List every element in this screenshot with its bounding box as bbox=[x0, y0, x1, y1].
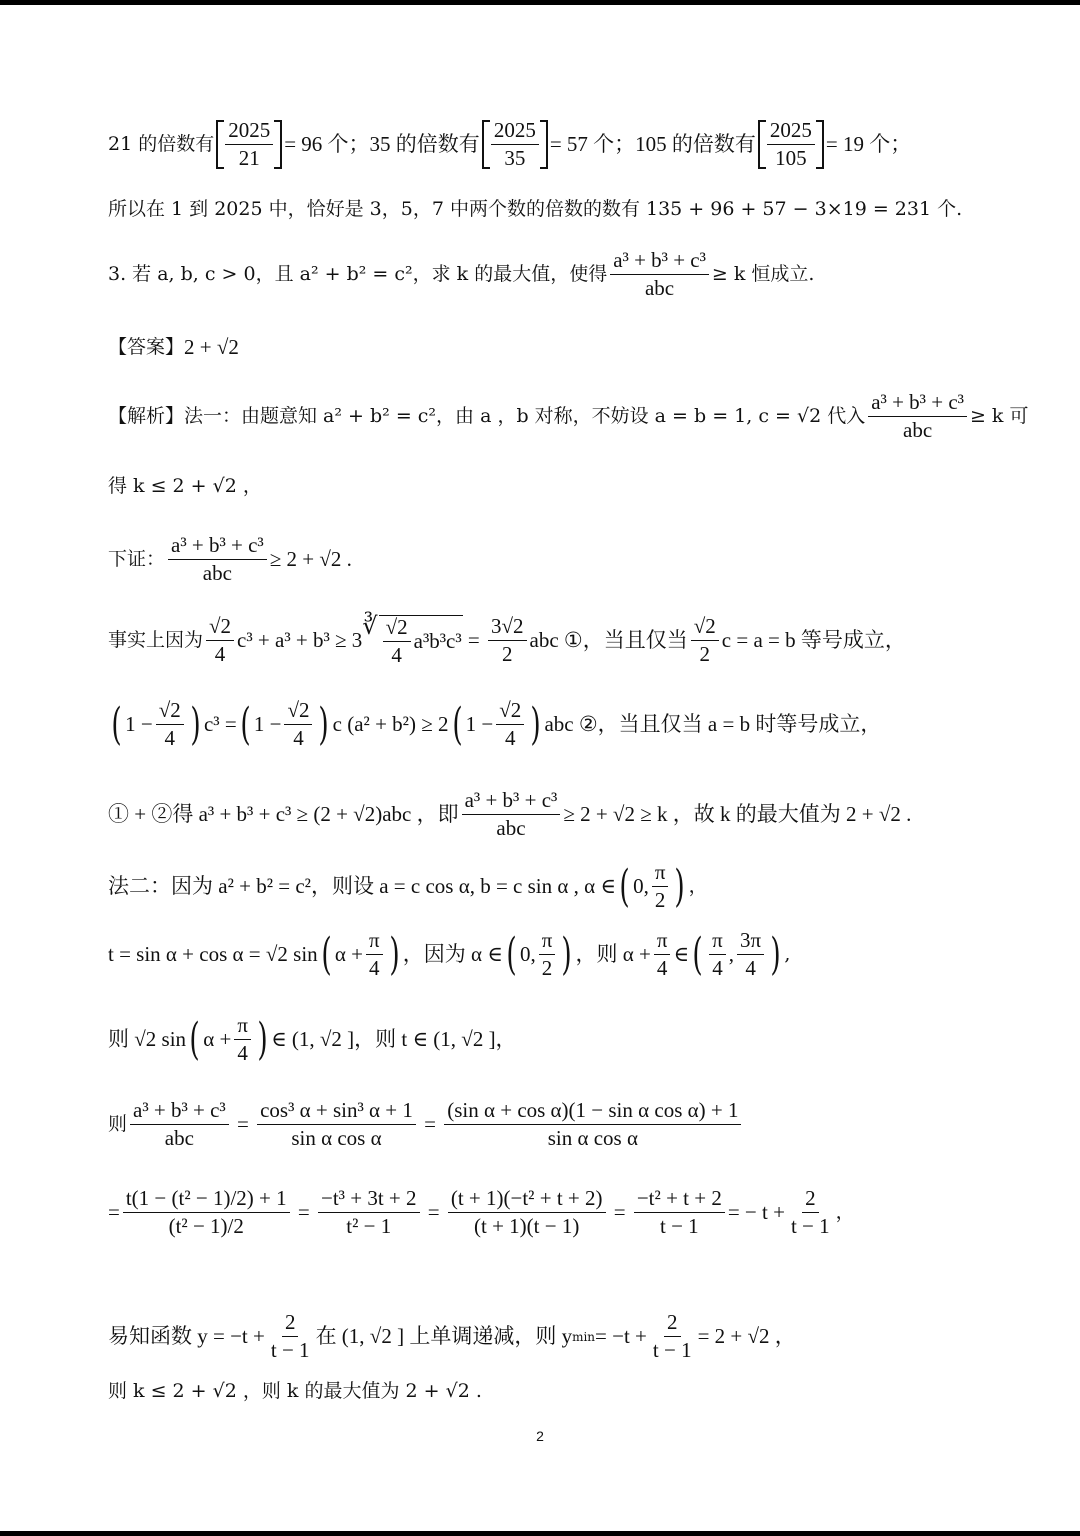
denominator: 2 bbox=[654, 888, 666, 912]
denominator: t² − 1 bbox=[346, 1214, 392, 1238]
text: 1 − bbox=[125, 712, 153, 736]
line-sum bbox=[108, 790, 1040, 839]
radicand-text: a³b³c³ bbox=[413, 629, 462, 653]
denominator: 4 bbox=[214, 642, 226, 666]
denominator: t − 1 bbox=[790, 1214, 830, 1238]
text: 21 的倍数有 bbox=[108, 133, 215, 155]
numerator: √2 bbox=[496, 700, 524, 725]
numerator: √2 bbox=[156, 700, 184, 725]
fraction bbox=[488, 616, 527, 665]
text: 得 k ≤ 2 + √2 ， bbox=[108, 475, 262, 497]
fraction bbox=[257, 1100, 416, 1149]
fraction bbox=[788, 1188, 833, 1237]
text: ， bbox=[688, 875, 708, 897]
fraction bbox=[737, 930, 764, 979]
left-paren: ( bbox=[506, 928, 517, 980]
equals-sign: = bbox=[108, 1200, 120, 1224]
floor-bracket bbox=[758, 120, 824, 169]
text: = 19 个； bbox=[825, 132, 912, 156]
text: ，则 α + bbox=[575, 942, 651, 966]
right-paren: ) bbox=[674, 860, 686, 912]
numerator: √2 bbox=[206, 616, 234, 641]
numerator: a³ + b³ + c³ bbox=[610, 250, 709, 275]
denominator: 4 bbox=[293, 726, 304, 750]
denominator: sin α cos α bbox=[291, 1126, 382, 1150]
left-paren: ( bbox=[111, 698, 122, 750]
fraction bbox=[634, 1188, 725, 1237]
denominator: 2 bbox=[541, 956, 553, 980]
fraction bbox=[650, 1312, 695, 1361]
line-t-definition bbox=[108, 930, 1040, 979]
left-paren: ( bbox=[240, 698, 251, 750]
numerator: 2 bbox=[802, 1188, 819, 1213]
fraction bbox=[284, 700, 312, 749]
text: 事实上因为 bbox=[108, 629, 204, 651]
fraction bbox=[491, 120, 539, 169]
fraction bbox=[123, 1188, 290, 1237]
fraction bbox=[462, 790, 561, 839]
numerator: π bbox=[654, 930, 671, 955]
text: 则 k ≤ 2 + √2 ，则 k 的最大值为 2 + √2 . bbox=[108, 1380, 482, 1402]
fraction bbox=[448, 1188, 606, 1237]
numerator: 2 bbox=[664, 1312, 681, 1337]
text: = 57 个；105 的倍数有 bbox=[549, 132, 756, 156]
comma: , bbox=[728, 942, 735, 966]
fraction bbox=[496, 700, 524, 749]
equals-sign: = bbox=[608, 1200, 631, 1224]
text: 0, bbox=[519, 942, 536, 966]
text: c = a = b 等号成立， bbox=[721, 628, 906, 652]
fraction bbox=[268, 1312, 313, 1361]
fraction bbox=[767, 120, 815, 169]
numerator: π bbox=[366, 930, 383, 955]
bottom-edge-bar bbox=[0, 1531, 1080, 1536]
denominator: 2 bbox=[699, 642, 711, 666]
numerator: −t³ + 3t + 2 bbox=[318, 1188, 420, 1213]
page-number: 2 bbox=[536, 1428, 544, 1444]
fraction bbox=[366, 930, 383, 979]
text: 则 √2 sin bbox=[108, 1027, 187, 1051]
text: t = sin α + cos α = √2 sin bbox=[108, 942, 318, 966]
numerator: (sin α + cos α)(1 − sin α cos α) + 1 bbox=[444, 1100, 741, 1125]
numerator: 3π bbox=[737, 930, 764, 955]
right-paren: ) bbox=[561, 928, 573, 980]
left-paren: ( bbox=[321, 928, 332, 980]
answer-value: 2 + √2 bbox=[184, 335, 239, 359]
text: α + bbox=[203, 1027, 232, 1051]
line-second-inequality bbox=[108, 700, 1040, 749]
denominator: t − 1 bbox=[660, 1214, 699, 1238]
right-paren: ) bbox=[318, 698, 330, 750]
text: c³ + a³ + b³ ≥ 3 bbox=[237, 628, 363, 652]
numerator: π bbox=[709, 930, 726, 955]
line-expression-2 bbox=[108, 1188, 1040, 1237]
line-k-bound bbox=[108, 477, 1040, 496]
line-monotonic bbox=[108, 1312, 1040, 1361]
text: 易知函数 y = −t + bbox=[108, 1324, 265, 1348]
text: abc ①，当且仅当 bbox=[529, 628, 688, 652]
equals-sign: = bbox=[418, 1112, 442, 1136]
numerator: 2 bbox=[282, 1312, 299, 1337]
denominator: abc bbox=[644, 276, 675, 300]
text: ≥ k 可 bbox=[969, 405, 1029, 427]
equals-sign: = bbox=[422, 1200, 445, 1224]
denominator: sin α cos α bbox=[547, 1126, 638, 1150]
numerator: √2 bbox=[383, 617, 411, 642]
text: = 2 + √2 ， bbox=[697, 1324, 796, 1348]
question-lead: 3. 若 a, b, c > 0，且 a² + b² = c²，求 k 的最大值，使得 bbox=[108, 263, 608, 285]
question-3 bbox=[108, 250, 1040, 299]
numerator: −t² + t + 2 bbox=[634, 1188, 725, 1213]
denominator: abc bbox=[496, 816, 526, 840]
fraction bbox=[156, 700, 184, 749]
fraction bbox=[652, 862, 669, 911]
text: 在 (1, √2 ] 上单调递减，则 y bbox=[315, 1324, 573, 1348]
text: 0, bbox=[633, 874, 649, 898]
text: ∈ (1, √2 ]，则 t ∈ (1, √2 ]， bbox=[271, 1027, 517, 1051]
left-paren: ( bbox=[451, 698, 463, 750]
numerator: √2 bbox=[691, 616, 719, 641]
text: = − t + bbox=[727, 1200, 785, 1224]
left-paren: ( bbox=[692, 928, 703, 980]
denominator: 35 bbox=[504, 146, 526, 170]
numerator: t(1 − (t² − 1)/2) + 1 bbox=[123, 1188, 290, 1213]
line-range bbox=[108, 1015, 1040, 1064]
numerator: a³ + b³ + c³ bbox=[462, 790, 561, 815]
fraction bbox=[130, 1100, 229, 1149]
denominator: abc bbox=[903, 418, 933, 442]
denominator: t − 1 bbox=[652, 1338, 692, 1362]
text: , bbox=[784, 943, 791, 965]
numerator: √2 bbox=[284, 700, 312, 725]
numerator: a³ + b³ + c³ bbox=[868, 392, 967, 417]
text: 则 bbox=[108, 1113, 128, 1135]
text: 1 − bbox=[465, 712, 494, 736]
fraction bbox=[234, 1015, 251, 1064]
right-paren: ) bbox=[388, 928, 400, 980]
floor-bracket bbox=[482, 120, 548, 169]
equals-sign: = bbox=[231, 1112, 255, 1136]
fraction bbox=[868, 392, 967, 441]
text: α + bbox=[334, 942, 363, 966]
right-paren: ) bbox=[530, 698, 542, 750]
text: ， bbox=[835, 1201, 855, 1223]
denominator: abc bbox=[164, 1126, 194, 1150]
analysis-label: 【解析】 bbox=[108, 405, 185, 427]
subscript-min: min bbox=[572, 1329, 596, 1344]
text: 所以在 1 到 2025 中，恰好是 3，5，7 中两个数的倍数的数有 135 + 96 + 57 − 3×19 = 231 个. bbox=[108, 198, 963, 220]
text: 1 − bbox=[253, 712, 282, 736]
equals-sign: = bbox=[462, 628, 485, 652]
text: 下证： bbox=[108, 548, 166, 570]
text: = −t + bbox=[595, 1324, 647, 1348]
denominator: 4 bbox=[745, 956, 756, 980]
top-edge-bar bbox=[0, 0, 1080, 5]
fraction bbox=[610, 250, 709, 299]
floor-bracket bbox=[216, 120, 282, 169]
numerator: cos³ α + sin³ α + 1 bbox=[257, 1100, 416, 1125]
numerator: a³ + b³ + c³ bbox=[168, 535, 267, 560]
fraction bbox=[539, 930, 556, 979]
text: abc ②，当且仅当 a = b 时等号成立， bbox=[544, 712, 882, 736]
denominator: t − 1 bbox=[270, 1338, 310, 1362]
denominator: 4 bbox=[391, 643, 402, 667]
fraction bbox=[318, 1188, 420, 1237]
line-conclusion bbox=[108, 1382, 1040, 1401]
answer-line bbox=[108, 337, 1040, 358]
text: ，因为 α ∈ bbox=[402, 942, 503, 966]
numerator: 2025 bbox=[225, 120, 273, 145]
left-paren: ( bbox=[619, 860, 630, 912]
line-am-gm bbox=[108, 615, 1040, 666]
fraction bbox=[444, 1100, 741, 1149]
fraction bbox=[383, 617, 411, 666]
numerator: π bbox=[234, 1015, 251, 1040]
denominator: abc bbox=[202, 561, 232, 585]
radicand bbox=[379, 615, 463, 666]
numerator: (t + 1)(−t² + t + 2) bbox=[448, 1188, 606, 1213]
fraction bbox=[654, 930, 671, 979]
text: ≥ 2 + √2 . bbox=[269, 547, 352, 571]
text: ① + ②得 a³ + b³ + c³ ≥ (2 + √2)abc ，即 bbox=[108, 802, 459, 826]
numerator: π bbox=[652, 862, 669, 887]
denominator: 4 bbox=[237, 1041, 248, 1065]
right-paren: ) bbox=[770, 928, 781, 980]
line-to-prove bbox=[108, 535, 1040, 584]
text: ∈ bbox=[673, 942, 689, 966]
numerator: 2025 bbox=[491, 120, 539, 145]
denominator: (t + 1)(t − 1) bbox=[474, 1214, 580, 1238]
line-multiples bbox=[108, 120, 1040, 169]
numerator: 2025 bbox=[767, 120, 815, 145]
text: 法二：因为 a² + b² = c²，则设 a = c cos α, b = c sin α , α ∈ bbox=[108, 874, 616, 898]
radical-sign-icon: ∛ bbox=[362, 614, 378, 640]
fraction bbox=[709, 930, 726, 979]
right-paren: ) bbox=[190, 698, 201, 750]
denominator: 4 bbox=[368, 956, 380, 980]
denominator: 4 bbox=[712, 956, 723, 980]
fraction bbox=[168, 535, 267, 584]
fraction bbox=[206, 616, 234, 665]
text: ≥ 2 + √2 ≥ k ，故 k 的最大值为 2 + √2 . bbox=[563, 802, 912, 826]
fraction bbox=[691, 616, 719, 665]
question-tail: ≥ k 恒成立. bbox=[711, 263, 815, 285]
numerator: 3√2 bbox=[488, 616, 527, 641]
text: = 96 个；35 的倍数有 bbox=[284, 132, 480, 156]
cube-root bbox=[362, 615, 462, 666]
equals-sign: = bbox=[292, 1200, 315, 1224]
line-count-result bbox=[108, 200, 1040, 219]
denominator: 21 bbox=[238, 146, 260, 170]
analysis-method-1 bbox=[108, 392, 1040, 441]
denominator: 2 bbox=[502, 642, 513, 666]
numerator: π bbox=[539, 930, 556, 955]
text: c³ = bbox=[203, 712, 237, 736]
numerator: a³ + b³ + c³ bbox=[130, 1100, 229, 1125]
denominator: 105 bbox=[775, 146, 807, 170]
analysis-method-2 bbox=[108, 862, 1040, 911]
answer-label: 【答案】 bbox=[108, 336, 185, 358]
denominator: 4 bbox=[505, 726, 516, 750]
line-expression-1 bbox=[108, 1100, 1040, 1149]
denominator: 4 bbox=[164, 726, 176, 750]
text: c (a² + b²) ≥ 2 bbox=[332, 712, 449, 736]
denominator: (t² − 1)/2 bbox=[168, 1214, 244, 1238]
fraction bbox=[225, 120, 273, 169]
left-paren: ( bbox=[189, 1013, 200, 1065]
right-paren: ) bbox=[257, 1013, 268, 1065]
text: 法一：由题意知 a² + b² = c²，由 a ，b 对称，不妨设 a = b = 1, c = √2 代入 bbox=[184, 405, 866, 427]
denominator: 4 bbox=[656, 956, 668, 980]
